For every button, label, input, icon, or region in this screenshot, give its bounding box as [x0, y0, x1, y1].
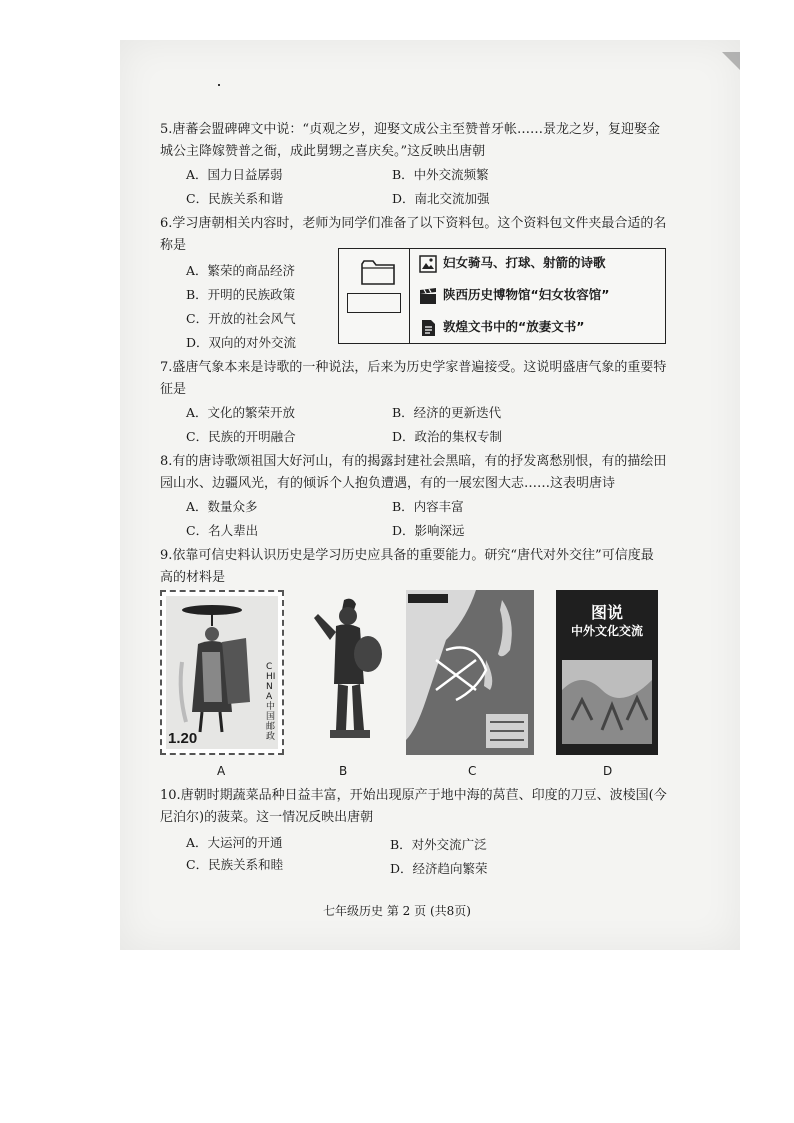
q7-option-d: D．政治的集权专制: [392, 429, 503, 444]
q7-option-c: C．民族的开明融合: [186, 429, 296, 444]
stamp-country: CHINA 中国邮政: [266, 662, 276, 742]
q9-stem-line2: 高的材料是: [160, 570, 226, 585]
q5-stem-line2: 城公主降嫁赞普之衙，成此舅甥之喜庆矣。”这反映出唐朝: [160, 144, 486, 159]
option-a-stamp: [160, 590, 284, 755]
material-item-document: [419, 317, 584, 337]
folder-name-blank: [347, 293, 401, 313]
q9-caption-a: A: [217, 764, 226, 778]
q8-option-c: C．名人辈出: [186, 523, 259, 538]
q8-option-d: D．影响深远: [392, 523, 465, 538]
material-item-museum: [419, 285, 609, 305]
q8-option-b: B．内容丰富: [392, 499, 464, 514]
tang-figurine: [300, 590, 386, 750]
q6-option-a: A．繁荣的商品经济: [186, 263, 296, 278]
q10-option-d: D．经济趋向繁荣: [390, 861, 488, 876]
stamp-value: 1.20: [168, 730, 198, 747]
option-c-map: [406, 590, 534, 755]
material-text-2: 陕西历史博物馆“妇女妆容馆”: [443, 287, 610, 302]
q9-caption-c: C: [468, 764, 477, 778]
q8-stem-line1: 8.有的唐诗歌颂祖国大好河山，有的揭露封建社会黑暗，有的抒发离愁别恨，有的描绘田: [160, 454, 667, 469]
q6-stem-line2: 称是: [160, 238, 187, 253]
image-icon: [419, 255, 437, 273]
q9-caption-d: D: [603, 764, 613, 778]
folder-icon: [361, 259, 395, 285]
speck: [218, 84, 220, 86]
q5-option-a: A．国力日益孱弱: [186, 167, 283, 182]
book-title-2: 中外文化交流: [570, 624, 643, 638]
q9-caption-b: B: [339, 764, 348, 778]
q6-option-d: D．双向的对外交流: [186, 335, 297, 350]
q7-stem-line2: 征是: [160, 382, 187, 397]
material-text-1: 妇女骑马、打球、射箭的诗歌: [443, 255, 606, 270]
option-d-book: [556, 590, 658, 755]
q5-option-c: C．民族关系和谐: [186, 191, 284, 206]
q10-stem-line1: 10.唐朝时期蔬菜品种日益丰富，开始出现原产于地中海的莴苣、印度的刀豆、波棱国(今: [160, 788, 667, 803]
stamp-illustration: [162, 592, 282, 753]
q7-stem-line1: 7.盛唐气象本来是诗歌的一种说法，后来为历史学家普遍接受。这说明盛唐气象的重要特: [160, 360, 667, 375]
material-text-3: 敦煌文书中的“放妻文书”: [443, 319, 585, 334]
q9-stem-line1: 9.依靠可信史料认识历史是学习历史应具备的重要能力。研究“唐代对外交往”可信度最: [160, 548, 654, 563]
q5-option-d: D．南北交流加强: [392, 191, 490, 206]
q10-stem-line2: 尼泊尔)的菠菜。这一情况反映出唐朝: [160, 810, 374, 825]
q7-option-b: B．经济的更新迭代: [392, 405, 502, 420]
q8-stem-line2: 园山水、边疆风光，有的倾诉个人抱负遭遇，有的一展宏图大志……这表明唐诗: [160, 476, 616, 491]
material-item-poems: [419, 253, 606, 273]
clapperboard-icon: [419, 287, 437, 305]
q6-option-b: B．开明的民族政策: [186, 287, 296, 302]
document-icon: [419, 319, 437, 337]
q10-option-c: C．民族关系和睦: [186, 857, 284, 872]
material-package-box: [338, 248, 666, 344]
book-cover-art: [562, 660, 652, 744]
q8-option-a: A．数量众多: [186, 499, 258, 514]
sea-route-map: [406, 590, 534, 755]
q7-option-a: A．文化的繁荣开放: [186, 405, 296, 420]
q6-stem-line1: 6.学习唐朝相关内容时，老师为同学们准备了以下资料包。这个资料包文件夹最合适的名: [160, 216, 667, 231]
page-footer: 七年级历史 第 2 页 (共8页): [323, 904, 471, 918]
option-b-figurine: [300, 590, 386, 755]
q5-stem-line1: 5.唐蕃会盟碑碑文中说：“贞观之岁，迎娶文成公主至赞普牙帐……景龙之岁，复迎娶金: [160, 122, 661, 137]
book-title-1: 图说: [590, 603, 623, 622]
q10-option-a: A．大运河的开通: [186, 835, 283, 850]
page-corner: [722, 52, 740, 70]
q5-option-b: B．中外交流频繁: [392, 167, 489, 182]
box-divider: [409, 249, 410, 343]
q6-option-c: C．开放的社会风气: [186, 311, 296, 326]
q10-option-b: B．对外交流广泛: [390, 837, 487, 852]
